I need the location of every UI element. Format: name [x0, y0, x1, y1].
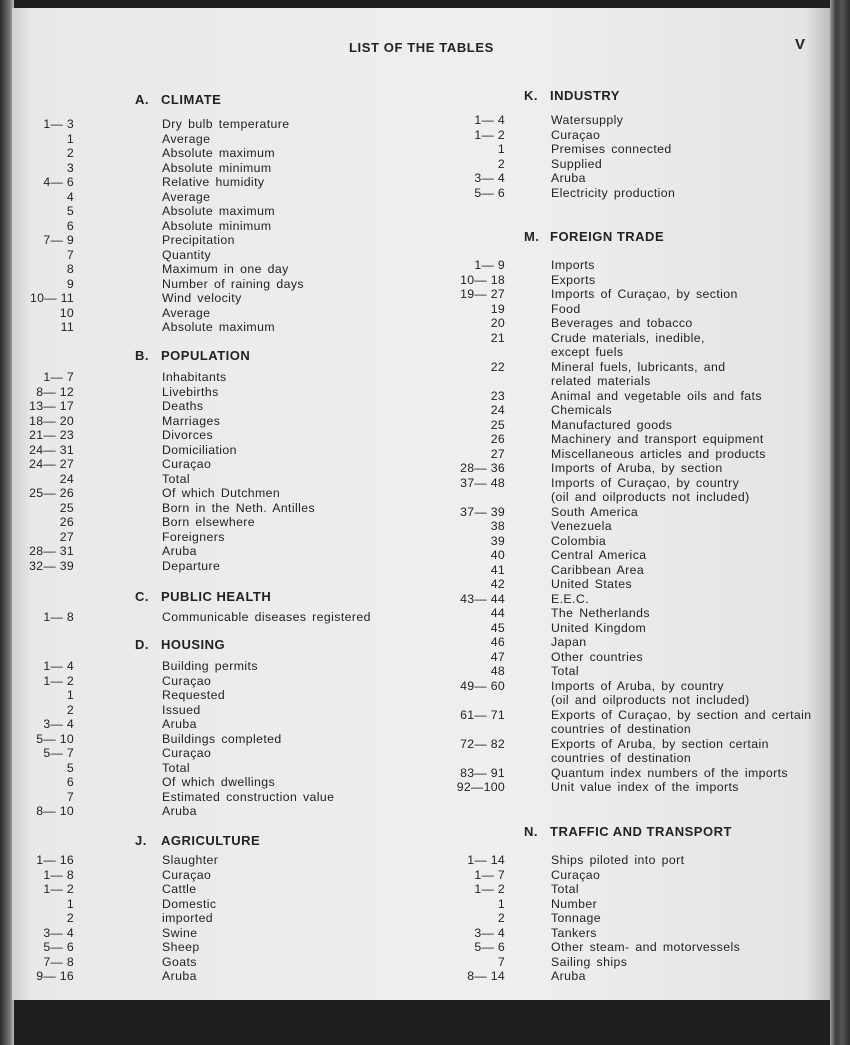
table-description: Absolute minimum [162, 160, 272, 175]
section-letter: C. [135, 589, 149, 604]
table-number: 19 [490, 301, 505, 316]
table-description: Quantum index numbers of the imports [551, 765, 788, 780]
table-number: 28— 36 [460, 461, 505, 475]
table-entry [0, 403, 613, 418]
table-description: Foreigners [162, 529, 225, 544]
table-description: Imports of Aruba, by section [551, 461, 723, 475]
table-number: 1— 7 [43, 370, 74, 384]
section-title: AGRICULTURE [161, 833, 261, 848]
table-description: Swine [162, 925, 198, 940]
table-number: 24— 31 [29, 442, 74, 457]
table-entry [0, 171, 586, 186]
table-entry [0, 853, 685, 868]
table-entry [0, 388, 762, 404]
table-description: Chemicals [551, 403, 613, 417]
table-description: Exports of Curaçao, by section and certain [551, 707, 812, 722]
table-number: 10— 11 [30, 291, 74, 305]
table-description: E.E.C. [551, 591, 589, 606]
table-description: Electricity production [551, 185, 676, 200]
table-number: 24— 27 [29, 457, 74, 471]
table-entry [0, 882, 579, 897]
table-number: 2 [497, 156, 505, 171]
table-number: 1— 2 [474, 882, 505, 896]
table-description: Tonnage [551, 911, 601, 925]
table-entry [0, 751, 692, 766]
table-number: 7 [66, 789, 74, 804]
table-description: Absolute maximum [162, 320, 275, 334]
table-description: Buildings completed [162, 731, 282, 746]
table-description: except fuels [551, 345, 624, 359]
table-description: Central America [551, 548, 647, 562]
table-number: 5 [66, 760, 74, 775]
table-description: Machinery and transport equipment [551, 432, 764, 446]
table-number: 23 [490, 388, 505, 403]
table-description: Aruba [162, 969, 197, 983]
table-number: 41 [490, 562, 505, 577]
table-entry [0, 649, 644, 665]
table-entry [0, 142, 672, 157]
table-description: Issued [162, 702, 201, 717]
table-number: 1— 4 [43, 659, 74, 673]
table-description: Exports [551, 272, 596, 287]
table-description: Crude materials, inedible, [551, 330, 705, 345]
table-number: 8— 10 [36, 804, 74, 818]
table-entry [0, 504, 639, 520]
table-description: Maximum in one day [162, 262, 289, 276]
table-number: 28— 31 [29, 544, 74, 558]
section-letter: K. [524, 88, 538, 103]
table-description: Caribbean Area [551, 562, 645, 577]
table-entry [0, 490, 750, 505]
table-number: 3— 4 [43, 925, 74, 940]
table-number: 37— 39 [460, 504, 505, 519]
table-description: Tankers [551, 925, 597, 940]
table-number: 39 [490, 533, 505, 548]
table-description: Relative humidity [162, 175, 265, 189]
table-entry [0, 519, 613, 534]
table-description: Sailing ships [551, 954, 628, 969]
table-entry [0, 272, 596, 288]
table-entry [0, 867, 601, 883]
table-number: 1— 7 [474, 867, 505, 882]
table-entry [0, 330, 705, 346]
table-description: Average [162, 131, 211, 146]
table-number: 1— 2 [43, 882, 74, 896]
table-description: Absolute minimum [162, 218, 272, 233]
table-description: Japan [551, 635, 587, 649]
table-entry [0, 548, 647, 563]
table-number: 20 [490, 316, 505, 330]
table-description: Premises connected [551, 142, 672, 156]
section-title: FOREIGN TRADE [550, 229, 665, 244]
table-number: 8— 12 [36, 384, 74, 399]
table-entry [0, 374, 651, 389]
table-description: Supplied [551, 156, 603, 171]
table-description: countries of destination [551, 722, 692, 736]
table-number: 1 [66, 688, 74, 702]
table-number: 26 [490, 432, 505, 446]
table-entry [0, 707, 812, 723]
table-description: Average [162, 305, 211, 320]
table-description: Divorces [162, 428, 214, 442]
table-description: related materials [551, 374, 651, 388]
table-number: 40 [490, 548, 505, 562]
table-entry [0, 577, 633, 592]
table-description: Miscellaneous articles and products [551, 446, 766, 461]
table-entries [0, 258, 812, 795]
table-description: Imports of Curaçao, by section [551, 287, 738, 301]
table-description: Animal and vegetable oils and fats [551, 388, 762, 403]
table-number: 25 [490, 417, 505, 432]
table-number: 27 [490, 446, 505, 461]
table-entry [0, 780, 739, 795]
table-number: 38 [490, 519, 505, 533]
table-description: Manufactured goods [551, 417, 673, 432]
table-description: Deaths [162, 399, 204, 413]
table-description: Number of raining days [162, 276, 304, 291]
table-entry [0, 218, 272, 234]
table-entry [0, 736, 769, 752]
table-number: 2 [66, 702, 74, 717]
table-description: (oil and oilproducts not included) [551, 490, 750, 504]
table-entry [0, 562, 645, 578]
table-description: Of which Dutchmen [162, 486, 281, 500]
table-number: 83— 91 [460, 765, 505, 780]
table-number: 32— 39 [29, 558, 74, 573]
table-entry [0, 925, 597, 941]
table-description: Colombia [551, 533, 607, 548]
table-entry [0, 940, 741, 955]
table-description: The Netherlands [551, 606, 650, 620]
table-number: 2 [66, 146, 74, 160]
table-description: Inhabitants [162, 370, 227, 384]
table-entry [0, 533, 607, 549]
table-description: Aruba [551, 171, 586, 185]
table-description: Food [551, 301, 581, 316]
table-description: Aruba [162, 804, 197, 818]
section-title: PUBLIC HEALTH [161, 589, 272, 604]
table-number: 5— 6 [474, 940, 505, 954]
table-number: 21 [490, 330, 505, 345]
table-description: Marriages [162, 413, 221, 428]
section-letter: A. [135, 92, 149, 107]
table-description: Requested [162, 688, 226, 702]
section-title: CLIMATE [161, 92, 222, 107]
table-number: 49— 60 [460, 678, 505, 693]
table-number: 25— 26 [29, 486, 74, 500]
table-number: 2 [66, 911, 74, 925]
table-description: Curaçao [162, 867, 212, 882]
table-description: Slaughter [162, 853, 219, 867]
section-heading [135, 833, 260, 848]
table-entry [0, 620, 647, 636]
table-description: United States [551, 577, 633, 591]
section-title: INDUSTRY [550, 88, 620, 103]
table-description: Communicable diseases registered [162, 610, 371, 624]
table-entry [0, 287, 738, 302]
table-entry [0, 127, 601, 143]
table-entry [0, 417, 673, 433]
table-entry [0, 432, 764, 447]
section-title: HOUSING [161, 637, 226, 652]
table-number: 1 [497, 896, 505, 911]
table-number: 18— 20 [29, 413, 74, 428]
table-number: 42 [490, 577, 505, 591]
table-number: 7 [497, 954, 505, 969]
table-number: 3 [66, 160, 74, 175]
table-description: Domiciliation [162, 442, 237, 457]
table-number: 19— 27 [460, 287, 505, 301]
table-number: 3— 4 [43, 717, 74, 731]
table-number: 3— 4 [474, 171, 505, 185]
table-entry [0, 693, 750, 708]
section-heading [524, 229, 664, 244]
table-number: 1— 8 [43, 867, 74, 882]
section-title: POPULATION [161, 348, 251, 363]
table-number: 72— 82 [460, 736, 505, 751]
table-entry [0, 185, 676, 201]
table-entry [0, 954, 628, 970]
section-letter: B. [135, 348, 149, 363]
table-entry [0, 896, 598, 912]
table-number: 25 [59, 500, 74, 515]
table-description: Total [162, 760, 190, 775]
table-number: 1— 3 [43, 117, 74, 131]
table-number: 8 [66, 262, 74, 276]
table-number: 46 [490, 635, 505, 649]
table-number: 7— 9 [43, 233, 74, 247]
table-entry [0, 258, 595, 273]
table-number: 44 [490, 606, 505, 620]
table-number: 1— 14 [467, 853, 505, 867]
table-number: 45 [490, 620, 505, 635]
table-entry [0, 475, 740, 491]
table-number: 1 [66, 131, 74, 146]
section-letter: N. [524, 824, 538, 839]
section-title: TRAFFIC AND TRANSPORT [550, 824, 732, 839]
table-number: 5— 10 [36, 731, 74, 746]
table-entry [0, 765, 788, 781]
table-description: Livebirths [162, 384, 219, 399]
table-entry [0, 722, 692, 737]
section-heading [524, 824, 732, 839]
table-description: Imports of Curaçao, by country [551, 475, 740, 490]
table-number: 21— 23 [29, 428, 74, 442]
table-number: 5— 6 [474, 185, 505, 200]
table-entry [0, 678, 724, 694]
table-description: South America [551, 504, 639, 519]
table-number: 2 [497, 911, 505, 925]
table-number: 1— 8 [43, 610, 74, 624]
table-description: Number [551, 896, 598, 911]
table-description: countries of destination [551, 751, 692, 765]
table-description: Wind velocity [162, 291, 242, 305]
table-number: 1— 4 [474, 113, 505, 127]
section-letter: M. [524, 229, 540, 244]
table-description: Average [162, 189, 211, 204]
table-entry [0, 316, 693, 331]
table-description: Curaçao [551, 127, 601, 142]
table-description: Quantity [162, 247, 211, 262]
table-description: United Kingdom [551, 620, 647, 635]
table-number: 4— 6 [43, 175, 74, 189]
table-number: 9— 16 [36, 969, 74, 983]
table-description: Unit value index of the imports [551, 780, 739, 794]
table-description: Other steam- and motorvessels [551, 940, 741, 954]
table-number: 10— 18 [460, 272, 505, 287]
table-description: Absolute maximum [162, 146, 275, 160]
table-number: 1— 16 [36, 853, 74, 867]
table-description: Total [551, 664, 579, 678]
page-edge-shadow [830, 0, 850, 1045]
table-number: 43— 44 [460, 591, 505, 606]
table-description: Estimated construction value [162, 789, 335, 804]
table-entry [0, 113, 624, 128]
table-number: 13— 17 [29, 399, 74, 413]
table-description: Venezuela [551, 519, 613, 533]
table-description: Other countries [551, 649, 644, 664]
section-letter: J. [135, 833, 147, 848]
table-description: Precipitation [162, 233, 235, 247]
table-entry [0, 233, 235, 248]
table-number: 1 [66, 896, 74, 911]
table-number: 61— 71 [460, 707, 505, 722]
table-description: Born in the Neth. Antilles [162, 500, 316, 515]
table-description: Curaçao [162, 673, 212, 688]
table-entry [0, 359, 726, 375]
table-description: Total [162, 471, 190, 486]
table-number: 37— 48 [460, 475, 505, 490]
table-description: Absolute maximum [162, 204, 275, 218]
table-entry [0, 156, 603, 172]
table-number: 92—100 [456, 780, 505, 794]
table-entries [0, 113, 676, 200]
table-number: 5— 6 [43, 940, 74, 954]
table-description: Dry bulb temperature [162, 117, 290, 131]
table-number: 24 [490, 403, 505, 417]
section-heading [135, 92, 221, 107]
table-description: Beverages and tobacco [551, 316, 693, 330]
table-number: 10 [59, 305, 74, 320]
table-description: Exports of Aruba, by section certain [551, 736, 769, 751]
table-number: 11 [60, 320, 74, 334]
table-description: Goats [162, 954, 197, 969]
table-description: Sheep [162, 940, 200, 954]
table-description: Cattle [162, 882, 197, 896]
table-number: 6 [66, 775, 74, 789]
table-description: Ships piloted into port [551, 853, 685, 867]
table-description: Total [551, 882, 579, 896]
table-description: Building permits [162, 659, 258, 673]
table-description: Born elsewhere [162, 515, 256, 529]
page-title: LIST OF THE TABLES [349, 40, 494, 55]
section-heading [524, 88, 620, 103]
table-number: 4 [66, 189, 74, 204]
table-number: 3— 4 [474, 925, 505, 940]
table-number: 1— 9 [474, 258, 505, 272]
table-entry [0, 345, 624, 360]
table-number: 9 [66, 276, 74, 291]
table-number: 26 [59, 515, 74, 529]
table-number: 5 [66, 204, 74, 218]
table-description: Curaçao [551, 867, 601, 882]
table-number: 24 [59, 471, 74, 486]
table-number: 7 [66, 247, 74, 262]
table-description: (oil and oilproducts not included) [551, 693, 750, 707]
table-entry [0, 969, 586, 984]
table-number: 47 [490, 649, 505, 664]
table-description: imported [162, 911, 214, 925]
table-entries [0, 853, 741, 984]
table-description: Aruba [162, 544, 197, 558]
table-entry [0, 461, 723, 476]
table-description: Aruba [551, 969, 586, 983]
table-description: Of which dwellings [162, 775, 276, 789]
table-description: Curaçao [162, 746, 212, 760]
table-entry [0, 591, 589, 607]
table-number: 8— 14 [467, 969, 505, 983]
section-letter: D. [135, 637, 149, 652]
table-number: 48 [490, 664, 505, 678]
table-entry [0, 911, 601, 926]
table-entry [0, 301, 581, 317]
table-entry [0, 204, 275, 219]
table-description: Departure [162, 558, 221, 573]
table-number: 7— 8 [43, 954, 74, 969]
table-entry [0, 446, 766, 462]
table-description: Curaçao [162, 457, 212, 471]
table-number: 1— 2 [474, 127, 505, 142]
table-entry [0, 664, 579, 679]
table-description: Imports [551, 258, 595, 272]
table-number: 5— 7 [43, 746, 74, 760]
table-number: 1 [497, 142, 505, 156]
table-number: 27 [59, 529, 74, 544]
table-description: Aruba [162, 717, 197, 731]
table-description: Mineral fuels, lubricants, and [551, 359, 726, 374]
table-description: Domestic [162, 896, 217, 911]
table-number: 1— 2 [43, 673, 74, 688]
table-entry [0, 635, 587, 650]
table-entry [0, 606, 650, 621]
table-description: Watersupply [551, 113, 624, 127]
table-description: Imports of Aruba, by country [551, 678, 724, 693]
table-number: 22 [490, 359, 505, 374]
table-entry [0, 804, 197, 819]
page-number: V [795, 36, 806, 53]
table-number: 6 [66, 218, 74, 233]
